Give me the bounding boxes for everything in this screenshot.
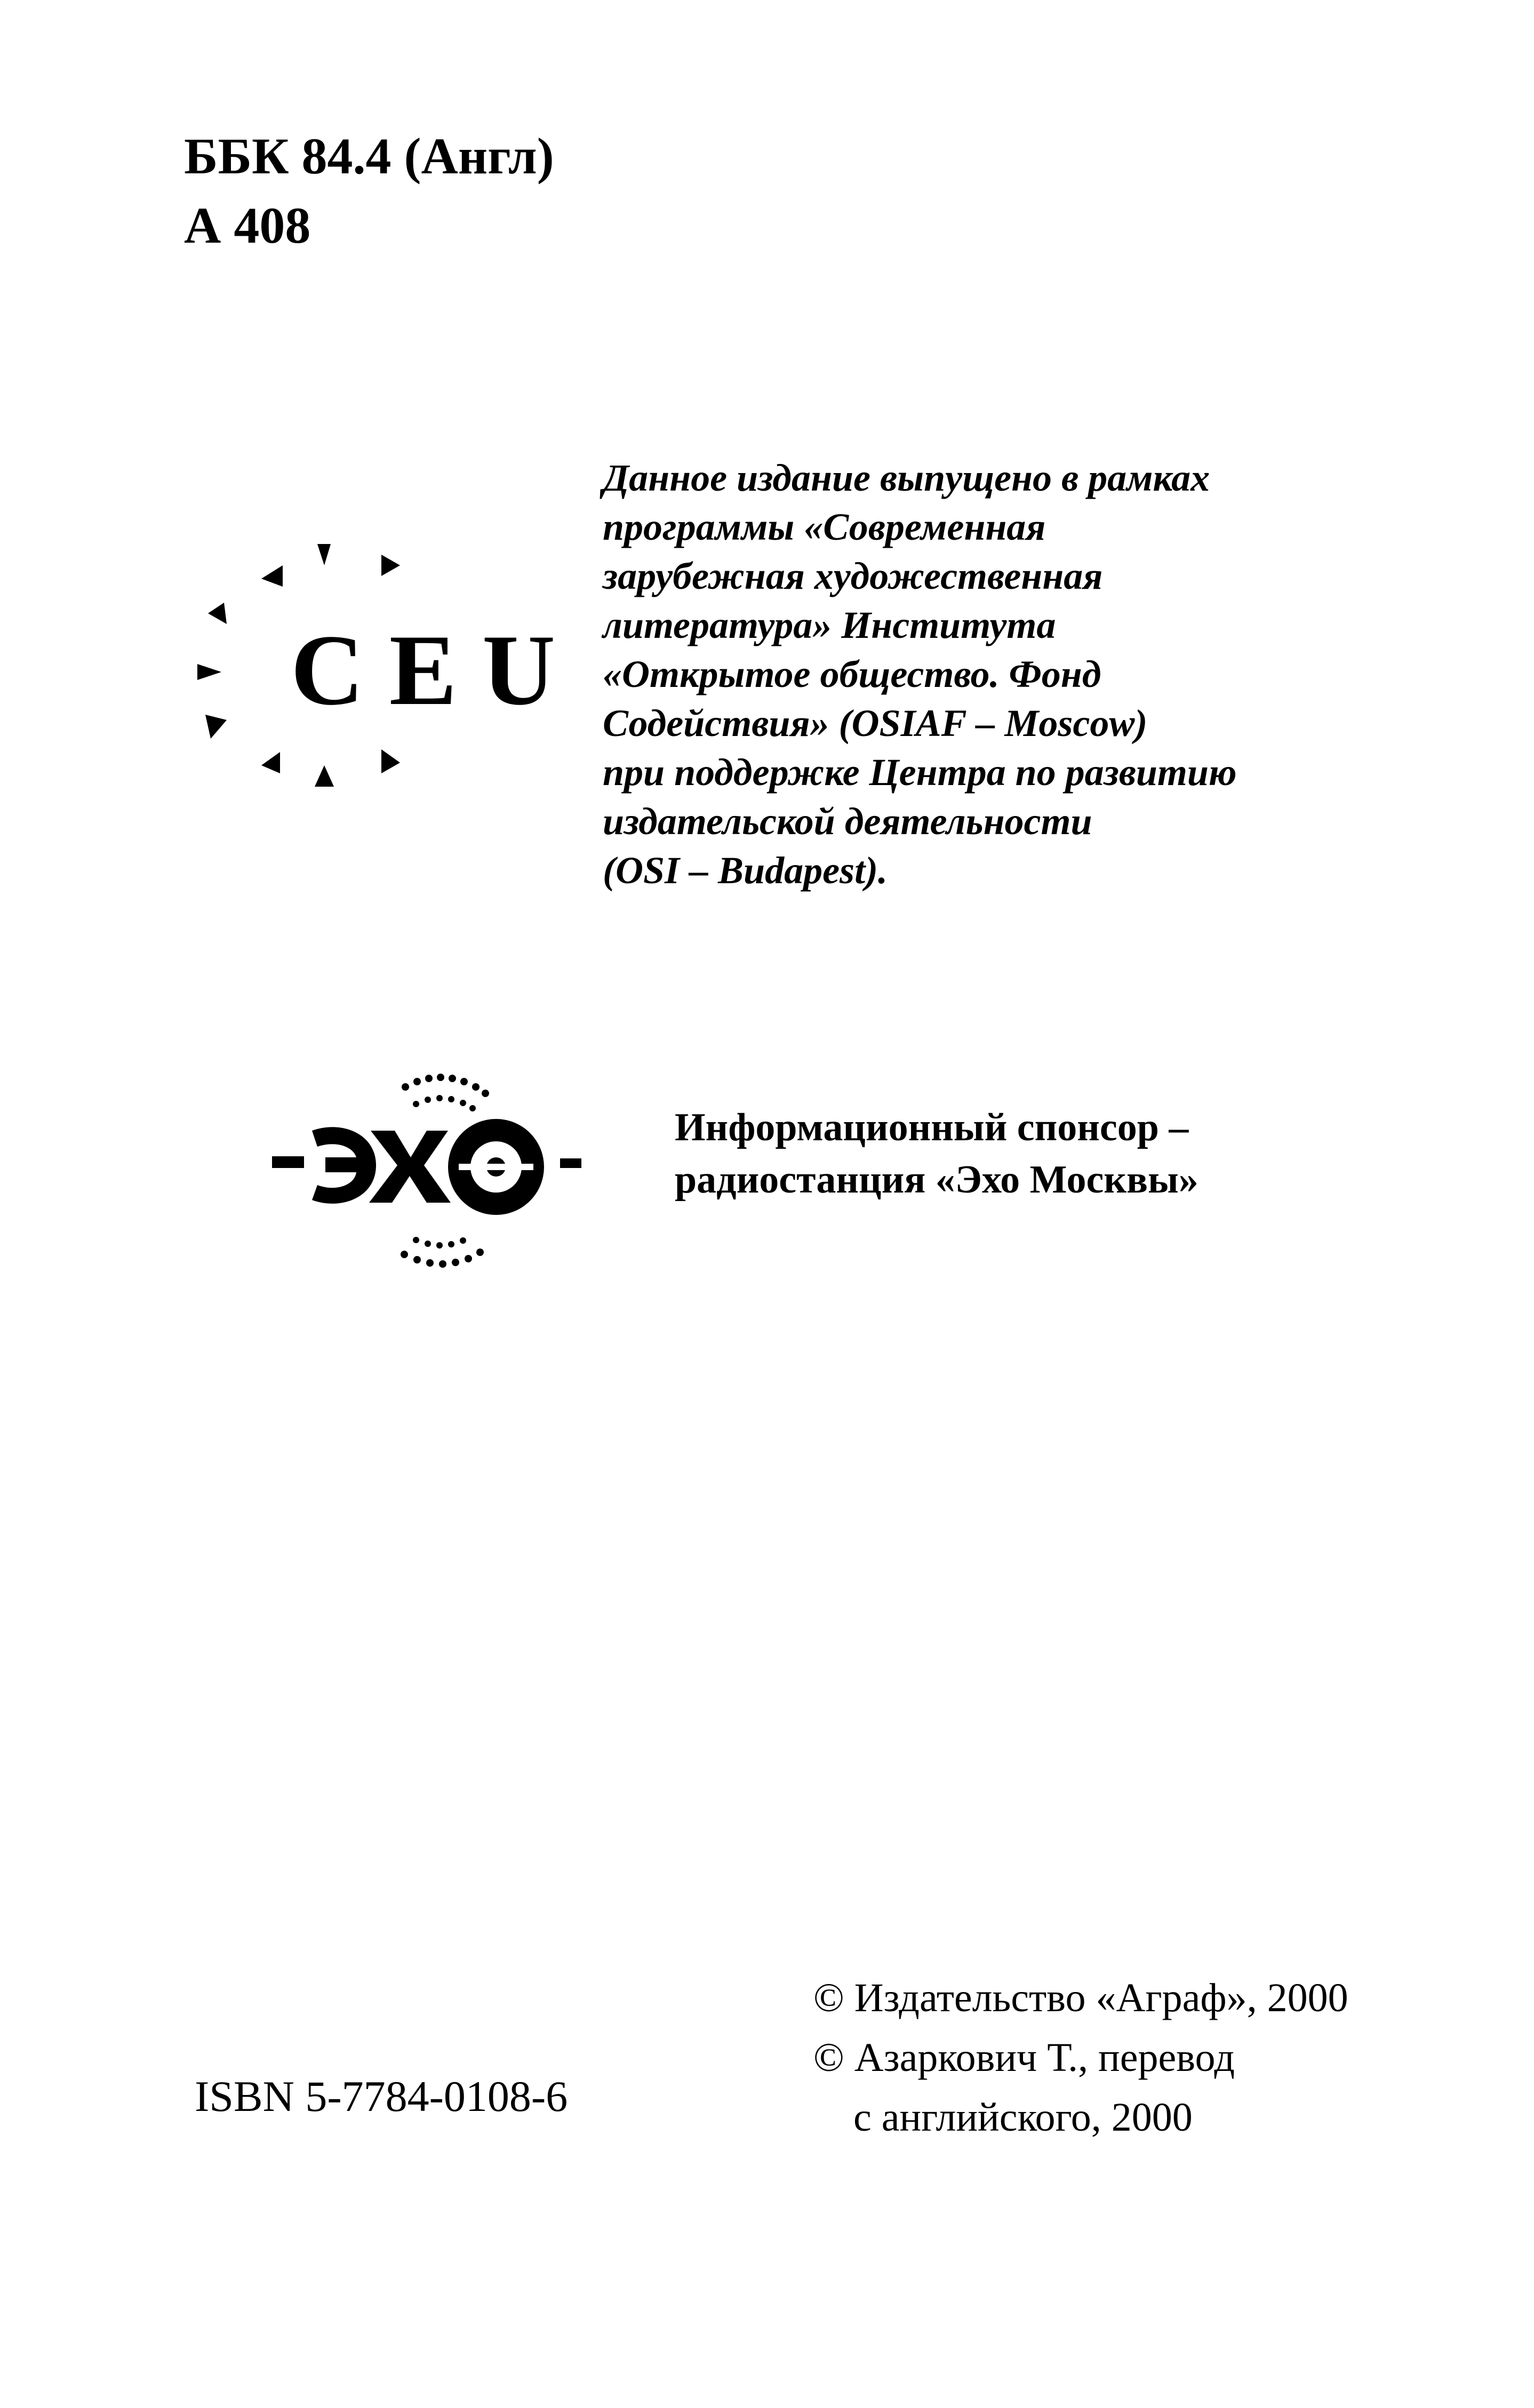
ceu-arrow xyxy=(315,765,334,787)
ceu-arrow xyxy=(381,555,400,576)
ceu-arrow xyxy=(381,749,400,773)
ceu-arrow xyxy=(205,715,227,739)
copyright-translation-cont: с английского, 2000 xyxy=(853,2095,1193,2140)
ceu-logo xyxy=(187,528,581,832)
ceu-note-line: при поддержке Центра по развитию xyxy=(603,751,1237,794)
ceu-note-line: (OSI – Budapest). xyxy=(603,849,888,892)
echo-letter-e xyxy=(312,1127,376,1204)
ceu-arrow xyxy=(317,544,331,565)
ceu-note-line: «Открытое общество. Фонд xyxy=(603,653,1101,695)
ceu-arrow xyxy=(261,565,283,587)
copyright-translation: © Азаркович Т., перевод xyxy=(813,2035,1235,2080)
echo-moskvy-logo xyxy=(261,1061,603,1280)
copyright-publisher: © Издательство «Аграф», 2000 xyxy=(813,1975,1348,2020)
ceu-note-line: зарубежная художественная xyxy=(603,555,1103,597)
ceu-note-line: литература» Института xyxy=(603,604,1056,646)
ceu-logo-text: C E U xyxy=(291,614,556,726)
ceu-note-line: издательской деятельности xyxy=(603,800,1092,843)
bbk-classification: ББК 84.4 (Англ) xyxy=(184,127,554,185)
ceu-arrow xyxy=(197,664,221,680)
echo-letter-kh xyxy=(369,1131,451,1203)
ceu-note-line: программы «Современная xyxy=(603,506,1046,548)
information-sponsor xyxy=(675,1101,1199,1206)
ceu-note-line: Содействия» (OSIAF – Moscow) xyxy=(603,702,1148,745)
copyright-block xyxy=(813,1968,1348,2147)
ceu-arrow xyxy=(208,603,227,624)
author-mark: А 408 xyxy=(184,197,311,254)
sponsor-line: Информационный спонсор – xyxy=(675,1106,1189,1149)
sponsor-line: радиостанция «Эхо Москвы» xyxy=(675,1158,1199,1202)
ceu-program-note xyxy=(603,453,1477,895)
ceu-arrow xyxy=(261,752,280,773)
isbn: ISBN 5-7784-0108-6 xyxy=(195,2072,568,2121)
ceu-note-line: Данное издание выпущено в рамках xyxy=(603,457,1210,499)
